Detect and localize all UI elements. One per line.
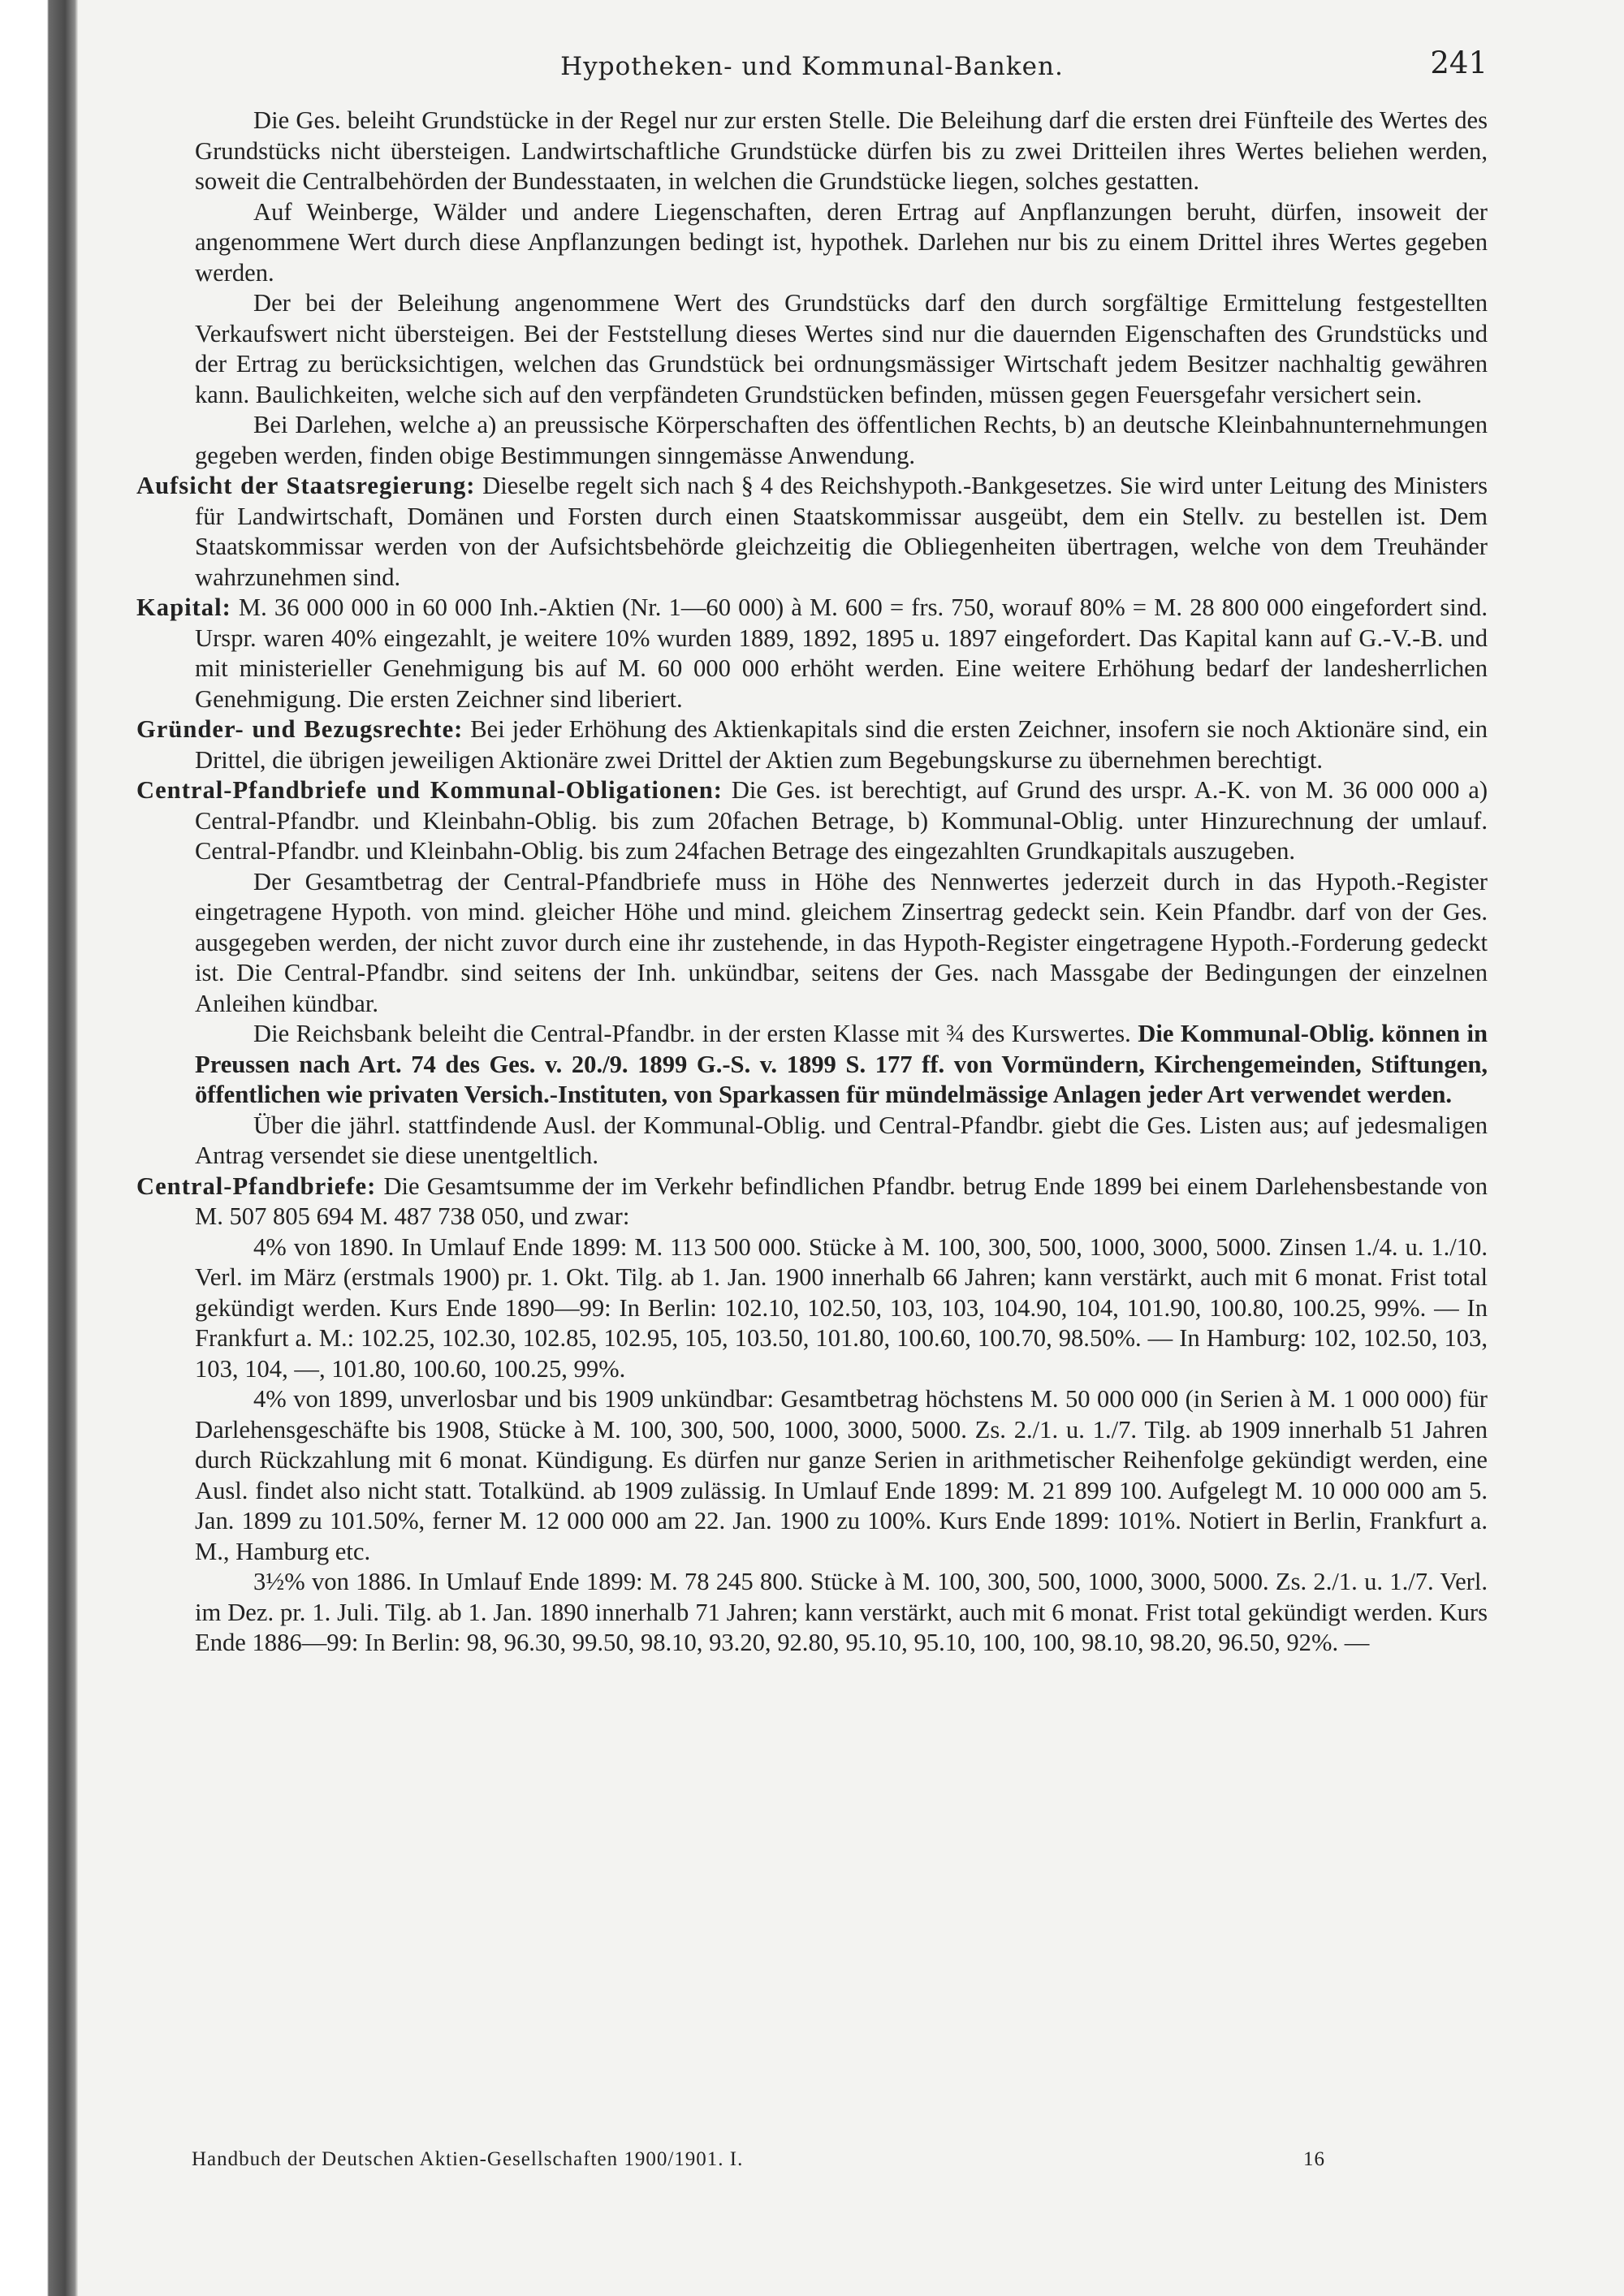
body-text	[136, 106, 1488, 1659]
paragraph	[136, 288, 1488, 410]
section-paragraph	[136, 593, 1488, 714]
paragraph	[136, 410, 1488, 471]
section-heading: Kapital:	[136, 593, 231, 621]
paragraph-text: 4% von 1890. In Umlauf Ende 1899: M. 113 500 000. Stücke à M. 100, 300, 500, 1000, 3000, 5000. Zinsen 1./4. u. 1./10. Verl. im März (erstmals 1900) pr. 1. Okt. Tilg. ab 1. Jan. 1900 innerhalb 66 Jahren; kann verstärkt, auch mit 6 monat. Frist total gekündigt werden. Kurs Ende 1890—99: In Berlin: 102.10, 102.50, 103, 103, 104.90, 104, 101.90, 100.80, 100.25, 99%. — In Frankfurt a. M.: 102.25, 102.30, 102.85, 102.95, 105, 103.50, 101.80, 100.60, 100.70, 98.50%. — In Hamburg: 102, 102.50, 103, 103, 104, —, 101.80, 100.60, 100.25, 99%.	[195, 1232, 1488, 1383]
paragraph-text: Der Gesamtbetrag der Central-Pfandbriefe muss in Höhe des Nennwertes jederzeit durch in das Hypoth.-Register eingetragene Hypoth. von mind. gleicher Höhe und mind. gleichem Zinsertrag gedeckt sein. Kein Pfandbr. darf von der Ges. ausgegeben werden, der nicht zuvor durch eine ihr zustehende, in das Hypoth-Register eingetragene Hypoth.-Forderung gedeckt ist. Die Central-Pfandbr. sind seitens der Inh. unkündbar, seitens der Ges. nach Massgabe der Bedingungen der einzelnen Anleihen kündbar.	[195, 867, 1488, 1017]
section-heading: Central-Pfandbriefe:	[136, 1172, 377, 1200]
paragraph	[136, 867, 1488, 1020]
paragraph-text: Der bei der Beleihung angenommene Wert des Grundstücks darf den durch sorgfältige Ermittelung festgestellten Verkaufswert nicht übersteigen. Bei der Feststellung dieses Wertes sind nur die dauernden Eigenschaften des Grundstücks und der Ertrag zu berücksichtigen, welchen das Grundstück bei ordnungsmässiger Wirtschaft jedem Besitzer nachhaltig gewähren kann. Baulichkeiten, welche sich auf den verpfändeten Grundstücken befinden, müssen gegen Feuersgefahr versichert sein.	[195, 289, 1488, 408]
paragraph-text: 4% von 1899, unverlosbar und bis 1909 unkündbar: Gesamtbetrag höchstens M. 50 000 000 (in Serien à M. 1 000 000) für Darlehensgeschäfte bis 1908, Stücke à M. 100, 300, 500, 1000, 3000, 5000. Zs. 2./1. u. 1./7. Tilg. ab 1909 innerhalb 51 Jahren durch Rückzahlung mit 6 monat. Kündigung. Es dürfen nur ganze Serien in arithmetischer Reihenfolge gekündigt werden, eine Ausl. findet also nicht statt. Totalkünd. ab 1909 zulässig. In Umlauf Ende 1899: M. 21 899 100. Aufgelegt M. 10 000 000 am 5. Jan. 1899 zu 101.50%, ferner M. 12 000 000 am 22. Jan. 1900 zu 100%. Kurs Ende 1899: 101%. Notiert in Berlin, Frankfurt a. M., Hamburg etc.	[195, 1385, 1488, 1565]
bold-passage: Die Kommunal-Oblig. können in Preussen nach Art. 74 des Ges. v. 20./9. 1899 G.-S. v. 1899 S. 177 ff. von Vormündern, Kirchengemeinden, Stiftungen, öffentlichen wie privaten Versich.-Instituten, von Sparkassen für mündelmässige Anlagen jeder Art verwendet werden.	[195, 1020, 1488, 1108]
footer-signature: 16	[1303, 2148, 1325, 2170]
paragraph-text: Die Gesamtsumme der im Verkehr befindlichen Pfandbr. betrug Ende 1899 bei einem Darlehensbestande von M. 507 805 694 M. 487 738 050, und zwar:	[195, 1172, 1488, 1230]
paragraph-text: Die Ges. beleiht Grundstücke in der Regel nur zur ersten Stelle. Die Beleihung darf die ersten drei Fünfteile des Wertes des Grundstücks nicht übersteigen. Landwirtschaftliche Grundstücke dürfen bis zu zwei Dritteilen ihres Wertes beliehen werden, soweit die Centralbehörden der Bundesstaaten, in welchen die Grundstücke liegen, solches gestatten.	[195, 106, 1488, 195]
page-number: 241	[1430, 45, 1488, 80]
section-heading: Central-Pfandbriefe und Kommunal-Obligationen:	[136, 776, 723, 804]
paragraph	[136, 197, 1488, 289]
issue-paragraph	[136, 1384, 1488, 1567]
paragraph-text: Bei jeder Erhöhung des Aktienkapitals sind die ersten Zeichner, insofern sie noch Aktionäre sind, ein Drittel, die übrigen jeweiligen Aktionäre zwei Drittel der Aktien zum Begebungskurse zu übernehmen berechtigt.	[195, 715, 1488, 774]
running-title: Hypotheken- und Kommunal-Banken.	[560, 52, 1064, 81]
issue-paragraph	[136, 1232, 1488, 1385]
issue-paragraph	[136, 1567, 1488, 1659]
paragraph-text: Die Reichsbank beleiht die Central-Pfandbr. in der ersten Klasse mit ¾ des Kurswertes.	[253, 1020, 1131, 1047]
section-paragraph	[136, 471, 1488, 593]
document-page	[136, 45, 1488, 1659]
paragraph-text: Über die jährl. stattfindende Ausl. der Kommunal-Oblig. und Central-Pfandbr. giebt die Ges. Listen aus; auf jedesmaligen Antrag versendet sie diese unentgeltlich.	[195, 1111, 1488, 1169]
paragraph-text: M. 36 000 000 in 60 000 Inh.-Aktien (Nr. 1—60 000) à M. 600 = frs. 750, worauf 80% = M. 28 800 000 eingefordert sind. Urspr. waren 40% eingezahlt, je weitere 10% wurden 1889, 1892, 1895 u. 1897 eingefordert. Das Kapital kann auf G.-V.-B. und mit ministerieller Genehmigung bis auf M. 60 000 000 erhöht werden. Eine weitere Erhöhung bedarf der landesherrlichen Genehmigung. Die ersten Zeichner sind liberiert.	[195, 593, 1488, 713]
section-heading: Aufsicht der Staatsregierung:	[136, 472, 476, 499]
section-paragraph	[136, 1172, 1488, 1232]
running-header	[136, 45, 1488, 91]
paragraph	[136, 1111, 1488, 1172]
page-footer	[192, 2148, 1325, 2171]
paragraph	[136, 1019, 1488, 1111]
book-spine-shadow	[0, 0, 78, 2296]
section-heading: Gründer- und Bezugsrechte:	[136, 715, 464, 743]
section-paragraph	[136, 775, 1488, 867]
paragraph	[136, 106, 1488, 197]
paragraph-text: Auf Weinberge, Wälder und andere Liegenschaften, deren Ertrag auf Anpflanzungen beruht, dürfen, insoweit der angenommene Wert durch diese Anpflanzungen bedingt ist, hypothek. Darlehen nur bis zu einem Drittel ihres Wertes gegeben werden.	[195, 197, 1488, 287]
paragraph-text: 3½% von 1886. In Umlauf Ende 1899: M. 78 245 800. Stücke à M. 100, 300, 500, 1000, 3000, 5000. Zs. 2./1. u. 1./7. Verl. im Dez. pr. 1. Juli. Tilg. ab 1. Jan. 1890 innerhalb 71 Jahren; kann verstärkt, auch mit 6 monat. Frist total gekündigt werden. Kurs Ende 1886—99: In Berlin: 98, 96.30, 99.50, 98.10, 93.20, 92.80, 95.10, 95.10, 100, 100, 98.10, 98.20, 96.50, 92%. —	[195, 1568, 1488, 1656]
section-paragraph	[136, 714, 1488, 775]
paragraph-text: Die Ges. ist berechtigt, auf Grund des urspr. A.-K. von M. 36 000 000 a) Central-Pfandbr. und Kleinbahn-Oblig. bis zum 20fachen Betrage, b) Kommunal-Oblig. unter Hinzurechnung der umlauf. Central-Pfandbr. und Kleinbahn-Oblig. bis zum 24fachen Betrage des eingezahlten Grundkapitals auszugeben.	[195, 776, 1488, 865]
paragraph-text: Dieselbe regelt sich nach § 4 des Reichshypoth.-Bankgesetzes. Sie wird unter Leitung des Ministers für Landwirtschaft, Domänen und Forsten durch einen Staatskommissar ausgeübt, dem ein Stellv. zu bestellen ist. Dem Staatskommissar werden von der Aufsichtsbehörde gleichzeitig die Obliegenheiten übertragen, welche von dem Treuhänder wahrzunehmen sind.	[195, 472, 1488, 591]
footer-book-title: Handbuch der Deutschen Aktien-Gesellschaften 1900/1901. I.	[192, 2148, 744, 2170]
paragraph-text: Bei Darlehen, welche a) an preussische Körperschaften des öffentlichen Rechts, b) an deutsche Kleinbahnunternehmungen gegeben werden, finden obige Bestimmungen sinngemässe Anwendung.	[195, 411, 1488, 469]
